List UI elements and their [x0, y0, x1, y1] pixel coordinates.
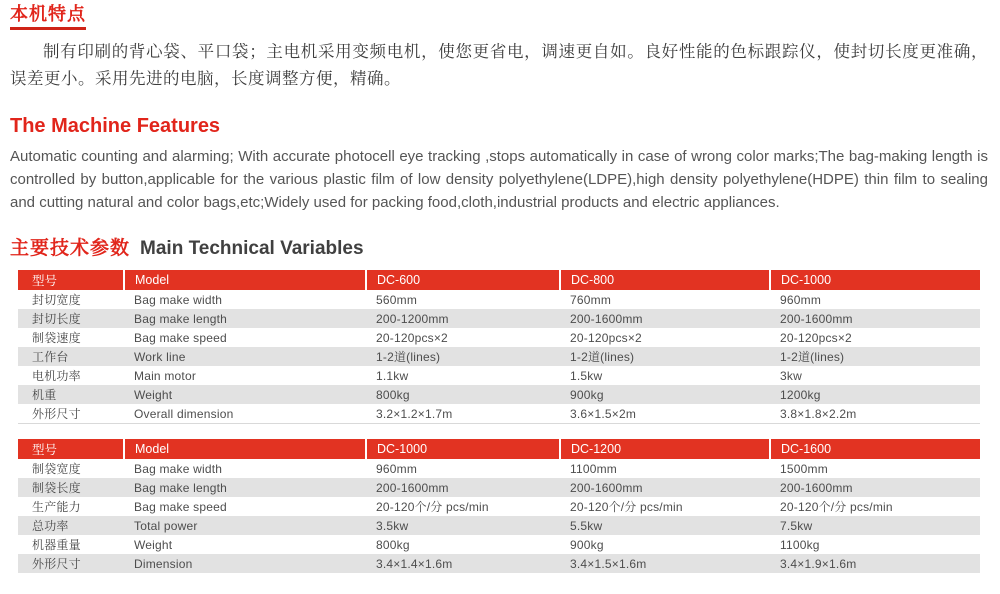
table-row [18, 290, 980, 309]
row-label-cn: 制袋速度 [32, 331, 81, 345]
section-title-chinese: 主要技术参数 [10, 238, 131, 259]
table-row [18, 385, 980, 404]
row-label-en: Dimension [124, 554, 366, 573]
table-1-header-model-2: DC-800 [560, 270, 770, 290]
section-heading [10, 235, 988, 261]
row-label-en: Weight [134, 537, 173, 552]
page-title-chinese: 本机特点 [10, 4, 86, 30]
row-label-en: Bag make speed [134, 499, 227, 514]
row-label-cn: 工作台 [18, 347, 124, 366]
cell-value: 200-1600mm [770, 478, 980, 497]
cell-value: 1-2道(lines) [770, 347, 980, 366]
table-1-header-model-3: DC-1000 [770, 270, 980, 290]
row-label-en: Bag make length [124, 309, 366, 328]
cell-value: 1500mm [780, 461, 828, 476]
cell-value: 7.5kw [770, 516, 980, 535]
cell-value: 200-1600mm [366, 478, 560, 497]
table-row [18, 459, 980, 478]
table-row [18, 554, 980, 573]
row-label-cn: 制袋长度 [18, 478, 124, 497]
table-row [18, 497, 980, 516]
row-label-cn: 外形尺寸 [18, 554, 124, 573]
cell-value: 560mm [376, 292, 418, 307]
cell-value: 3.2×1.2×1.7m [376, 406, 453, 421]
cell-value: 200-1200mm [366, 309, 560, 328]
cell-value: 1100mm [570, 461, 617, 476]
cell-value: 200-1600mm [770, 309, 980, 328]
table-row [18, 309, 980, 328]
table-row [18, 404, 980, 424]
table-row [18, 347, 980, 366]
table-2-header-label-cn: 型号 [18, 439, 124, 459]
cell-value: 200-1600mm [560, 478, 770, 497]
row-label-cn: 电机功率 [32, 369, 81, 383]
cell-value: 20-120pcs×2 [780, 330, 852, 345]
row-label-cn: 机重 [18, 385, 124, 404]
cell-value: 960mm [780, 292, 822, 307]
row-label-cn: 机器重量 [32, 538, 81, 552]
table-2-header-label-en: Model [124, 439, 366, 459]
row-label-cn: 总功率 [18, 516, 124, 535]
table-row [18, 328, 980, 347]
table-1-header-label-cn: 型号 [18, 270, 124, 290]
row-label-en: Main motor [134, 368, 197, 383]
cell-value: 1100kg [780, 537, 820, 552]
row-label-en: Weight [124, 385, 366, 404]
row-label-en: Overall dimension [134, 406, 234, 421]
cell-value: 1200kg [770, 385, 980, 404]
section-title-english: Main Technical Variables [140, 238, 364, 259]
cell-value: 1.5kw [570, 368, 603, 383]
table-2-header-row [18, 439, 980, 459]
row-label-cn: 封切长度 [18, 309, 124, 328]
cell-value: 20-120个/分 pcs/min [570, 500, 683, 514]
row-label-cn: 外形尺寸 [32, 407, 81, 421]
table-1-header-model-1: DC-600 [366, 270, 560, 290]
table-2-header-model-2: DC-1200 [560, 439, 770, 459]
cell-value: 1-2道(lines) [560, 347, 770, 366]
cell-value: 20-120个/分 pcs/min [376, 500, 489, 514]
table-1-header-label-en: Model [124, 270, 366, 290]
cell-value: 3.8×1.8×2.2m [780, 406, 857, 421]
table-row [18, 535, 980, 554]
row-label-en: Bag make width [134, 461, 223, 476]
cell-value: 900kg [570, 537, 604, 552]
intro-paragraph-english: Automatic counting and alarming; With accurate photocell eye tracking ,stops automatically in case of wrong color marks;The bag-making length is controlled by button,applicable for the various plastic film of low density polyethylene(LDPE),high density polyethylene(HDPE) thin film to sealing and cutting natural and color bags,etc;Widely used for packing food,cloth,industrial products and electric appliances. [10, 148, 988, 211]
cell-value: 3kw [780, 368, 802, 383]
row-label-cn: 生产能力 [32, 500, 81, 514]
intro-paragraph-chinese: 制有印刷的背心袋、平口袋；主电机采用变频电机，使您更省电，调速更自如。良好性能的色标跟踪仪，使封切长度更准确，误差更小。采用先进的电脑，长度调整方便，精确。 [10, 43, 988, 88]
page-title-english: The Machine Features [10, 115, 221, 137]
cell-value: 20-120pcs×2 [376, 330, 448, 345]
row-label-en: Bag make length [124, 478, 366, 497]
table-1-header-row [18, 270, 980, 290]
spec-table-2 [18, 439, 980, 573]
cell-value: 900kg [560, 385, 770, 404]
row-label-en: Bag make speed [134, 330, 227, 345]
cell-value: 800kg [376, 537, 410, 552]
cell-value: 760mm [570, 292, 612, 307]
table-2-header-model-1: DC-1000 [366, 439, 560, 459]
cell-value: 20-120pcs×2 [570, 330, 642, 345]
row-label-cn: 封切宽度 [32, 293, 81, 307]
cell-value: 3.4×1.5×1.6m [560, 554, 770, 573]
cell-value: 800kg [366, 385, 560, 404]
cell-value: 200-1600mm [560, 309, 770, 328]
row-label-en: Bag make width [134, 292, 223, 307]
spec-table-1 [18, 270, 980, 424]
table-row [18, 516, 980, 535]
table-2-header-model-3: DC-1600 [770, 439, 980, 459]
row-label-en: Work line [124, 347, 366, 366]
cell-value: 960mm [376, 461, 418, 476]
table-row [18, 366, 980, 385]
cell-value: 3.5kw [366, 516, 560, 535]
cell-value: 5.5kw [560, 516, 770, 535]
cell-value: 3.4×1.4×1.6m [366, 554, 560, 573]
cell-value: 1-2道(lines) [366, 347, 560, 366]
cell-value: 3.6×1.5×2m [570, 406, 637, 421]
cell-value: 20-120个/分 pcs/min [780, 500, 893, 514]
cell-value: 1.1kw [376, 368, 409, 383]
cell-value: 3.4×1.9×1.6m [770, 554, 980, 573]
table-row [18, 478, 980, 497]
row-label-en: Total power [124, 516, 366, 535]
row-label-cn: 制袋宽度 [32, 462, 81, 476]
